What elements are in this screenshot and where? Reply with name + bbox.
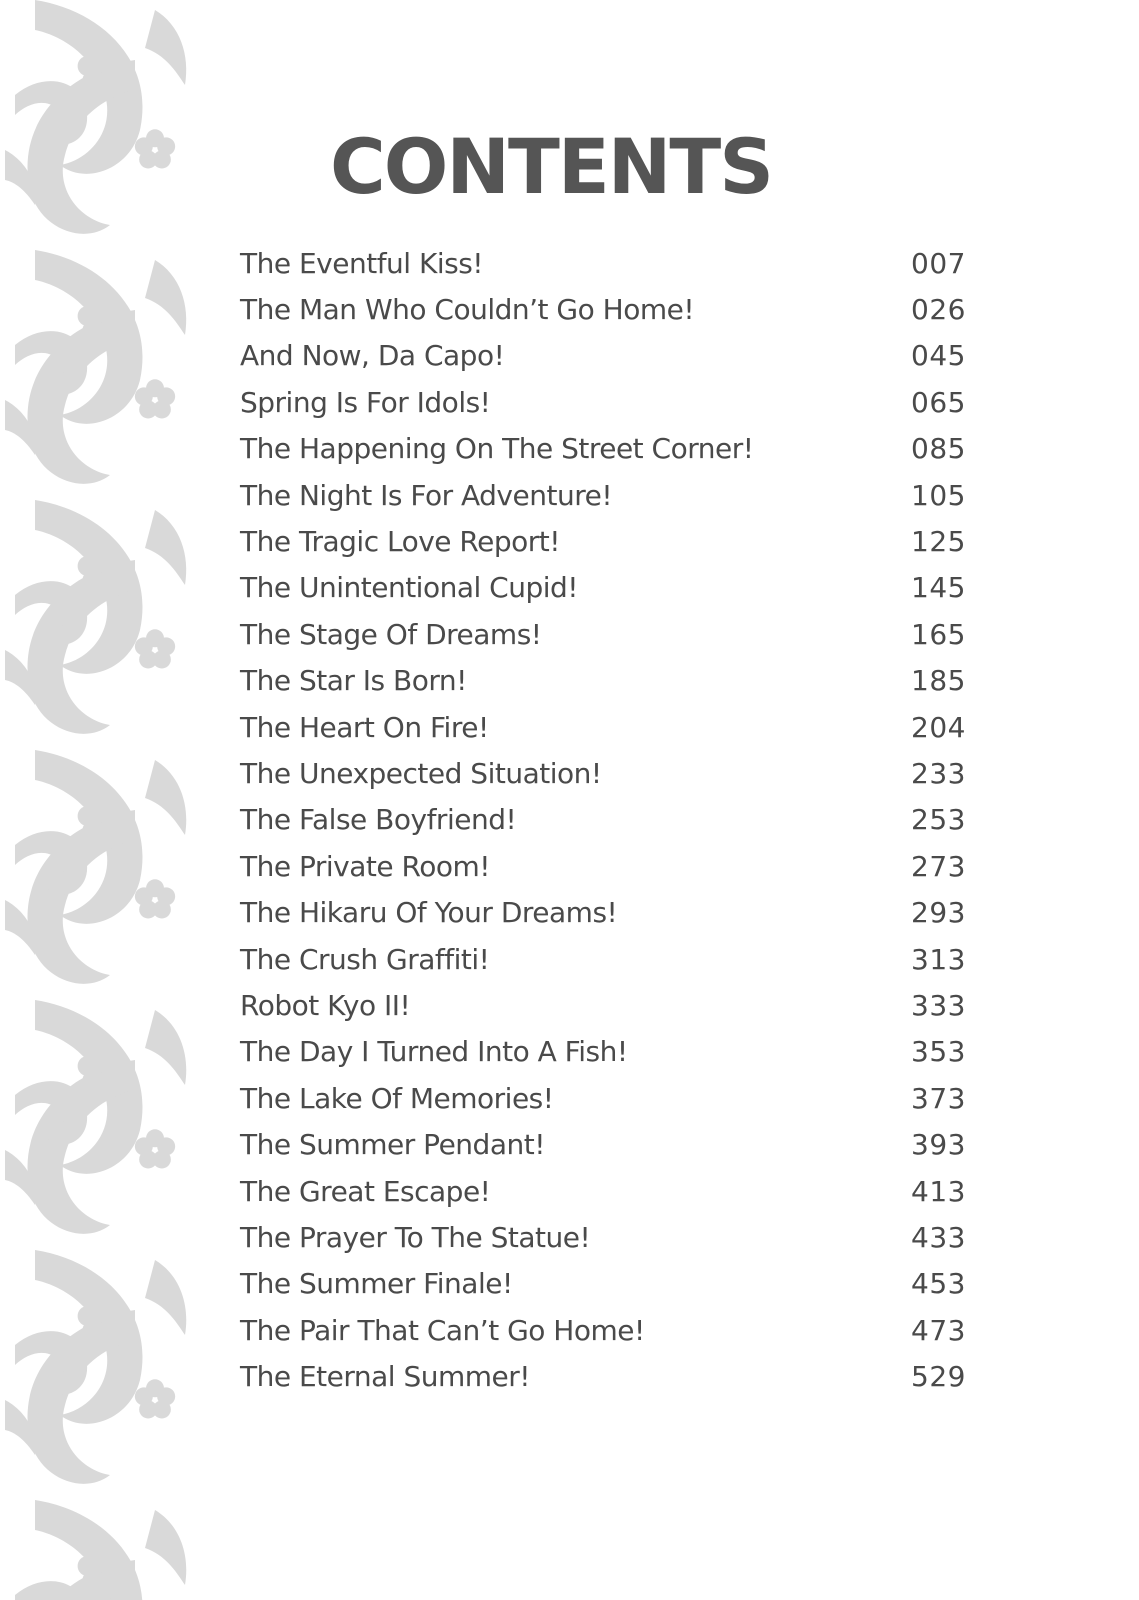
toc-entry-title: The Unexpected Situation! xyxy=(240,756,602,790)
toc-entry-page-number: 353 xyxy=(911,1035,966,1069)
toc-entry-page-number: 253 xyxy=(911,803,966,837)
toc-entry xyxy=(240,704,966,750)
toc-entry xyxy=(240,1168,966,1214)
toc-entry-title: And Now, Da Capo! xyxy=(240,339,505,373)
toc-entry-page-number: 145 xyxy=(911,571,966,605)
toc-entry xyxy=(240,565,966,611)
toc-entry-title: The Man Who Couldn’t Go Home! xyxy=(240,293,695,327)
toc-entry-title: The Eternal Summer! xyxy=(240,1360,531,1394)
toc-entry-page-number: 085 xyxy=(911,432,966,466)
toc-entry xyxy=(240,518,966,564)
toc-entry xyxy=(240,1307,966,1353)
toc-entry-title: Spring Is For Idols! xyxy=(240,385,491,419)
toc-entry-title: The Night Is For Adventure! xyxy=(240,478,613,512)
toc-entry xyxy=(240,1261,966,1307)
toc-entry xyxy=(240,889,966,935)
toc-entry-title: Robot Kyo II! xyxy=(240,988,411,1022)
toc-entry xyxy=(240,1214,966,1260)
toc-entry-page-number: 185 xyxy=(911,664,966,698)
toc-entry-page-number: 007 xyxy=(911,246,966,280)
toc-entry-title: The False Boyfriend! xyxy=(240,803,517,837)
toc-entry xyxy=(240,379,966,425)
toc-entry xyxy=(240,843,966,889)
toc-entry-page-number: 393 xyxy=(911,1128,966,1162)
floral-border-ornament xyxy=(0,0,200,1600)
toc-entry-page-number: 373 xyxy=(911,1081,966,1115)
toc-entry-title: The Star Is Born! xyxy=(240,664,467,698)
toc-entry-title: The Great Escape! xyxy=(240,1174,491,1208)
toc-entry-page-number: 453 xyxy=(911,1267,966,1301)
toc-entry-title: The Prayer To The Statue! xyxy=(240,1220,591,1254)
toc-entry xyxy=(240,1353,966,1399)
toc-entry-page-number: 313 xyxy=(911,942,966,976)
toc-entry-page-number: 293 xyxy=(911,896,966,930)
toc-entry xyxy=(240,611,966,657)
toc-entry-page-number: 333 xyxy=(911,988,966,1022)
toc-entry-title: The Summer Finale! xyxy=(240,1267,513,1301)
page-title: CONTENTS xyxy=(330,122,772,211)
toc-entry-page-number: 233 xyxy=(911,756,966,790)
toc-entry xyxy=(240,472,966,518)
toc-entry-title: The Lake Of Memories! xyxy=(240,1081,554,1115)
toc-entry-title: The Happening On The Street Corner! xyxy=(240,432,754,466)
toc-entry-title: The Hikaru Of Your Dreams! xyxy=(240,896,618,930)
toc-entry-title: The Heart On Fire! xyxy=(240,710,489,744)
toc-entry-page-number: 105 xyxy=(911,478,966,512)
toc-entry-page-number: 413 xyxy=(911,1174,966,1208)
toc-entry-title: The Summer Pendant! xyxy=(240,1128,545,1162)
toc-entry xyxy=(240,426,966,472)
toc-entry-page-number: 045 xyxy=(911,339,966,373)
toc-entry-title: The Crush Graffiti! xyxy=(240,942,490,976)
toc-entry-page-number: 529 xyxy=(911,1360,966,1394)
toc-entry xyxy=(240,333,966,379)
toc-entry xyxy=(240,797,966,843)
toc-entry-page-number: 026 xyxy=(911,293,966,327)
toc-entry-title: The Tragic Love Report! xyxy=(240,525,560,559)
toc-entry xyxy=(240,658,966,704)
toc-entry xyxy=(240,1121,966,1167)
table-of-contents xyxy=(240,240,966,1400)
toc-entry xyxy=(240,982,966,1028)
toc-entry-page-number: 165 xyxy=(911,617,966,651)
toc-entry-page-number: 065 xyxy=(911,385,966,419)
toc-entry-title: The Private Room! xyxy=(240,849,490,883)
toc-entry-title: The Eventful Kiss! xyxy=(240,246,484,280)
toc-entry-page-number: 473 xyxy=(911,1313,966,1347)
toc-entry-page-number: 433 xyxy=(911,1220,966,1254)
toc-entry-page-number: 273 xyxy=(911,849,966,883)
toc-entry xyxy=(240,936,966,982)
toc-entry xyxy=(240,1029,966,1075)
toc-entry xyxy=(240,286,966,332)
toc-entry-title: The Stage Of Dreams! xyxy=(240,617,542,651)
toc-entry-page-number: 125 xyxy=(911,525,966,559)
toc-entry xyxy=(240,1075,966,1121)
toc-entry-title: The Day I Turned Into A Fish! xyxy=(240,1035,628,1069)
toc-entry xyxy=(240,240,966,286)
toc-entry-page-number: 204 xyxy=(911,710,966,744)
toc-entry xyxy=(240,750,966,796)
toc-entry-title: The Unintentional Cupid! xyxy=(240,571,579,605)
toc-entry-title: The Pair That Can’t Go Home! xyxy=(240,1313,645,1347)
